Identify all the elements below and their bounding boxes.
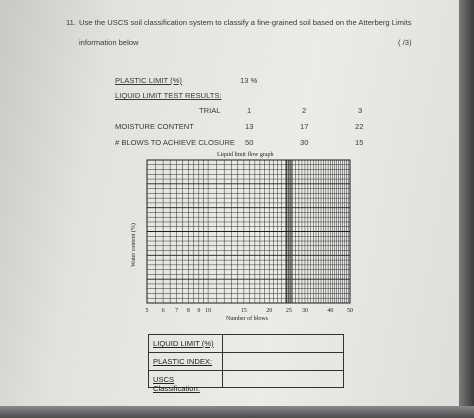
answer-label-plastic-index: PLASTIC INDEX: (153, 357, 213, 366)
liquid-limit-header: LIQUID LIMIT TEST RESULTS: (115, 91, 222, 100)
x-tick-label: 10 (205, 308, 212, 314)
blows-1: 50 (245, 138, 254, 147)
blows-2: 30 (300, 138, 309, 147)
x-tick-label: 50 (347, 308, 353, 314)
trial-label: TRIAL (199, 106, 221, 115)
blows-3: 15 (355, 138, 364, 147)
marks-box: ( /3) (398, 38, 412, 47)
trial-2: 2 (302, 106, 307, 115)
plastic-limit-value: 13 % (240, 76, 258, 85)
x-tick-label: 40 (327, 308, 334, 314)
answer-row-plastic-index (149, 353, 343, 371)
blows-label: # BLOWS TO ACHIEVE CLOSURE (115, 138, 235, 147)
x-tick-label: 8 (186, 308, 190, 314)
answer-row-uscs (149, 371, 343, 393)
graph-y-label: Water content (%) (130, 223, 137, 267)
x-tick-label: 15 (240, 308, 247, 314)
moisture-label: MOISTURE CONTENT (115, 122, 194, 131)
x-tick-label: 20 (266, 308, 273, 314)
x-tick-label: 5 (145, 308, 149, 314)
question-number: 11. (66, 18, 76, 27)
x-tick-label: 25 (285, 308, 292, 314)
answer-row-liquid-limit (149, 335, 343, 353)
x-tick-label: 7 (175, 308, 179, 314)
question-line-1: Use the USCS soil classification system to classify a fine-grained soil based on the Atterberg Limits (79, 18, 412, 27)
trial-1: 1 (247, 106, 252, 115)
graph-title: Liquid limit flow graph (217, 152, 274, 158)
x-tick-label: 9 (197, 308, 201, 314)
x-tick-label: 6 (161, 308, 165, 314)
moisture-2: 17 (300, 122, 309, 131)
answer-label-liquid-limit: LIQUID LIMIT (%) (153, 339, 214, 348)
moisture-1: 13 (245, 122, 254, 131)
plastic-limit-label: PLASTIC LIMIT (%) (115, 76, 182, 85)
answer-label-uscs: USCS Classification: (153, 375, 200, 393)
graph-x-label: Number of blows (226, 316, 268, 322)
question-line-2: information below (79, 38, 139, 47)
x-tick-label: 30 (301, 308, 308, 314)
moisture-3: 22 (355, 122, 364, 131)
trial-3: 3 (358, 106, 363, 115)
answer-table (148, 334, 344, 393)
